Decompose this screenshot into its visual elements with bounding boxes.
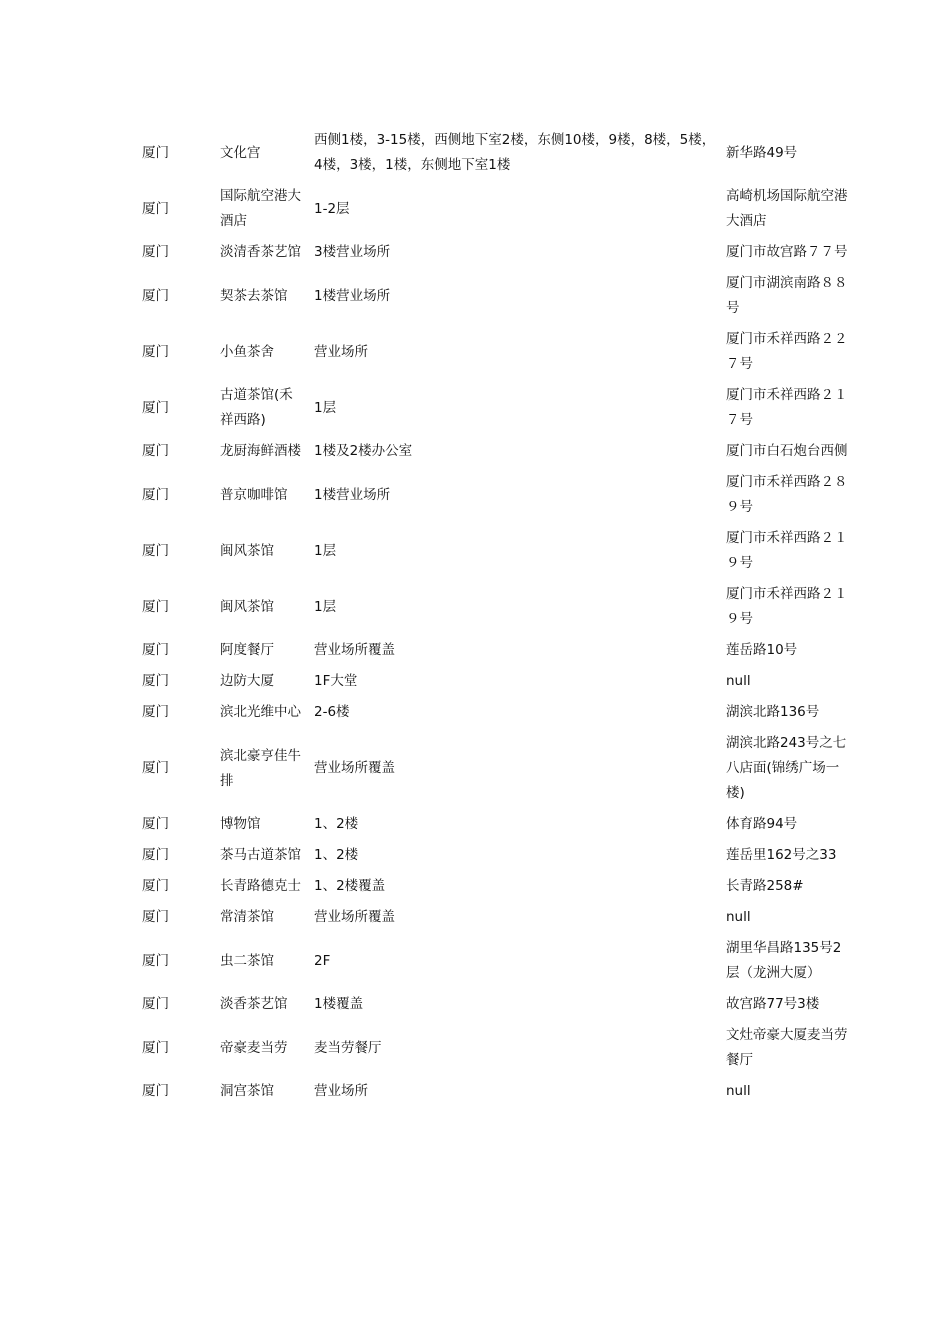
venue-name-cell: 阿度餐厅 [220, 642, 274, 658]
floor-coverage-cell: 2F [314, 952, 331, 969]
venue-name-cell: 闽风茶馆 [220, 542, 274, 559]
site-table-body [138, 125, 854, 1107]
table-row [138, 1076, 854, 1107]
address-cell: 新华路49号 [726, 144, 798, 161]
address-cell: 莲岳路10号 [726, 642, 798, 658]
city-cell: 厦门 [142, 704, 169, 720]
city-cell: 厦门 [142, 642, 169, 658]
table-row [138, 181, 854, 237]
site-table [138, 125, 854, 1107]
address-cell: null [726, 1083, 751, 1099]
table-row [138, 237, 854, 268]
table-row [138, 871, 854, 902]
venue-name-cell: 龙厨海鲜酒楼 [220, 443, 301, 459]
city-cell: 厦门 [142, 816, 169, 832]
city-cell: 厦门 [142, 878, 169, 894]
table-row [138, 436, 854, 467]
city-cell: 厦门 [142, 1083, 169, 1099]
city-cell: 厦门 [142, 244, 169, 260]
address-cell: 湖滨北路136号 [726, 704, 820, 720]
table-row [138, 523, 854, 579]
table-row [138, 635, 854, 666]
city-cell: 厦门 [142, 1039, 169, 1056]
address-cell: null [726, 673, 751, 689]
table-row [138, 380, 854, 436]
city-cell: 厦门 [142, 343, 169, 360]
floor-coverage-cell: 1、2楼 [314, 847, 359, 863]
city-cell: 厦门 [142, 443, 169, 459]
venue-name-cell: 常清茶馆 [220, 909, 274, 925]
floor-coverage-cell: 1、2楼覆盖 [314, 878, 386, 894]
address-cell: 厦门市禾祥西路２１７号 [726, 387, 848, 428]
floor-coverage-cell: 1层 [314, 598, 337, 615]
table-row [138, 467, 854, 523]
floor-coverage-cell: 营业场所 [314, 1083, 368, 1099]
venue-name-cell: 古道茶馆(禾祥西路) [220, 387, 293, 428]
floor-coverage-cell: 西侧1楼，3-15楼，西侧地下室2楼，东侧10楼，9楼，8楼，5楼，4楼，3楼，1楼，东侧地下室1楼 [314, 132, 716, 173]
city-cell: 厦门 [142, 909, 169, 925]
floor-coverage-cell: 1楼营业场所 [314, 287, 391, 304]
table-row [138, 579, 854, 635]
venue-name-cell: 长青路德克士 [220, 878, 301, 894]
address-cell: 厦门市白石炮台西侧 [726, 443, 848, 459]
venue-name-cell: 契茶去茶馆 [220, 287, 288, 304]
venue-name-cell: 国际航空港大酒店 [220, 188, 301, 229]
venue-name-cell: 淡清香茶艺馆 [220, 244, 301, 260]
address-cell: 湖滨北路243号之七八店面(锦绣广场一楼) [726, 735, 847, 801]
table-row [138, 809, 854, 840]
floor-coverage-cell: 1-2层 [314, 200, 350, 217]
table-row [138, 1020, 854, 1076]
floor-coverage-cell: 1层 [314, 399, 337, 416]
address-cell: 高崎机场国际航空港大酒店 [726, 188, 848, 229]
venue-name-cell: 帝豪麦当劳 [220, 1039, 288, 1056]
address-cell: 体育路94号 [726, 816, 798, 832]
floor-coverage-cell: 营业场所覆盖 [314, 760, 395, 776]
address-cell: 厦门市禾祥西路２２７号 [726, 331, 848, 372]
floor-coverage-cell: 1楼营业场所 [314, 486, 391, 503]
floor-coverage-cell: 营业场所 [314, 343, 368, 360]
venue-name-cell: 茶马古道茶馆 [220, 847, 301, 863]
table-row [138, 324, 854, 380]
city-cell: 厦门 [142, 673, 169, 689]
city-cell: 厦门 [142, 486, 169, 503]
venue-name-cell: 滨北光维中心 [220, 704, 301, 720]
floor-coverage-cell: 麦当劳餐厅 [314, 1039, 382, 1056]
city-cell: 厦门 [142, 399, 169, 416]
table-row [138, 840, 854, 871]
address-cell: 莲岳里162号之33 [726, 847, 837, 863]
table-row [138, 933, 854, 989]
address-cell: 厦门市故宫路７７号 [726, 244, 848, 260]
table-row [138, 268, 854, 324]
city-cell: 厦门 [142, 542, 169, 559]
floor-coverage-cell: 2-6楼 [314, 704, 350, 720]
floor-coverage-cell: 1楼及2楼办公室 [314, 443, 413, 459]
city-cell: 厦门 [142, 287, 169, 304]
table-row [138, 989, 854, 1020]
address-cell: 厦门市禾祥西路２１９号 [726, 586, 848, 627]
venue-name-cell: 普京咖啡馆 [220, 486, 288, 503]
table-row [138, 728, 854, 809]
floor-coverage-cell: 1F大堂 [314, 673, 358, 689]
venue-name-cell: 小鱼茶舍 [220, 343, 274, 360]
venue-name-cell: 边防大厦 [220, 673, 274, 689]
venue-name-cell: 博物馆 [220, 816, 261, 832]
venue-name-cell: 洞宫茶馆 [220, 1083, 274, 1099]
venue-name-cell: 闽风茶馆 [220, 598, 274, 615]
address-cell: 厦门市禾祥西路２１９号 [726, 530, 848, 571]
address-cell: 故宫路77号3楼 [726, 996, 820, 1012]
address-cell: 湖里华昌路135号2层（龙洲大厦） [726, 940, 842, 981]
city-cell: 厦门 [142, 952, 169, 969]
venue-name-cell: 虫二茶馆 [220, 952, 274, 969]
table-row [138, 666, 854, 697]
address-cell: 厦门市禾祥西路２８９号 [726, 474, 848, 515]
city-cell: 厦门 [142, 996, 169, 1012]
address-cell: 厦门市湖滨南路８８号 [726, 275, 848, 316]
floor-coverage-cell: 3楼营业场所 [314, 244, 391, 260]
city-cell: 厦门 [142, 847, 169, 863]
floor-coverage-cell: 1楼覆盖 [314, 996, 364, 1012]
city-cell: 厦门 [142, 760, 169, 776]
floor-coverage-cell: 营业场所覆盖 [314, 642, 395, 658]
city-cell: 厦门 [142, 144, 169, 161]
city-cell: 厦门 [142, 598, 169, 615]
floor-coverage-cell: 1层 [314, 542, 337, 559]
city-cell: 厦门 [142, 200, 169, 217]
address-cell: null [726, 909, 751, 925]
venue-name-cell: 文化宫 [220, 144, 261, 161]
venue-name-cell: 淡香茶艺馆 [220, 996, 288, 1012]
table-row [138, 697, 854, 728]
address-cell: 文灶帝豪大厦麦当劳餐厅 [726, 1027, 848, 1068]
venue-name-cell: 滨北豪亨佳牛排 [220, 747, 301, 789]
floor-coverage-cell: 1、2楼 [314, 816, 359, 832]
table-row [138, 125, 854, 181]
address-cell: 长青路258# [726, 878, 804, 894]
table-row [138, 902, 854, 933]
floor-coverage-cell: 营业场所覆盖 [314, 909, 395, 925]
